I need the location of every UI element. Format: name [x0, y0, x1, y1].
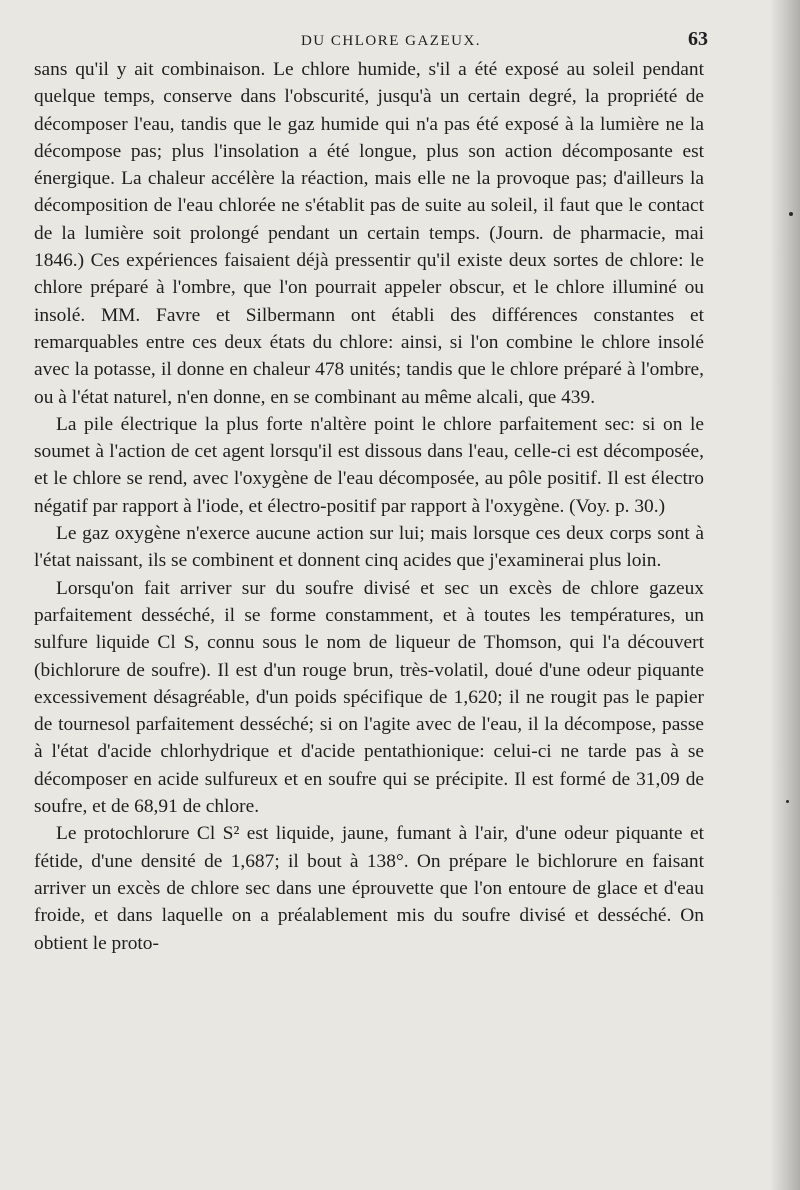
page-edge-shadow	[770, 0, 800, 1190]
paragraph-2: La pile électrique la plus forte n'altère point le chlore parfaitement sec: si on le soumet à l'action de cet agent lorsqu'il est dissous dans l'eau, celle-ci est décomposée, et le chlore se rend, avec l'oxygène de l'eau décomposée, au pôle positif. Il est électro négatif par rapport à l'iode, et électro-positif par rapport à l'oxygène. (Voy. p. 30.)	[34, 413, 704, 517]
page-header	[34, 28, 708, 56]
paragraph-5: Le protochlorure Cl S² est liquide, jaune, fumant à l'air, d'une odeur piquante et fétide, d'une densité de 1,687; il bout à 138°. On prépare le bichlorure en faisant arriver un excès de chlore sec dans une éprouvette que l'on entoure de glace et d'eau froide, et dans laquelle on a préalablement mis du soufre divisé et desséché. On obtient le proto-	[34, 823, 704, 954]
paragraph-4: Lorsqu'on fait arriver sur du soufre divisé et sec un excès de chlore gazeux parfaitement desséché, il se forme constamment, et à toutes les températures, un sulfure liquide Cl S, connu sous le nom de liqueur de Thomson, qui l'a découvert (bichlorure de soufre). Il est d'un rouge brun, très-volatil, doué d'une odeur piquante excessivement désagréable, d'un poids spécifique de 1,620; il ne rougit pas le papier de tournesol parfaitement desséché; si on l'agite avec de l'eau, il la décompose, passe à l'état d'acide chlorhydrique et d'acide pentathionique: celui-ci ne tarde pas à se décomposer en acide sulfureux et en soufre qui se précipite. Il est formé de 31,09 de soufre, et de 68,91 de chlore.	[34, 577, 704, 818]
page-number: 63	[688, 28, 708, 50]
body-text	[34, 56, 704, 957]
paragraph-1: sans qu'il y ait combinaison. Le chlore humide, s'il a été exposé au soleil pendant quelque temps, conserve dans l'obscurité, jusqu'à un certain degré, la propriété de décomposer l'eau, tandis que le gaz humide qui n'a pas été exposé à la lumière ne la décompose pas; plus l'insolation a été longue, plus son action décomposante est énergique. La chaleur accélère la réaction, mais elle ne la provoque pas; d'ailleurs la décomposition de l'eau chlorée ne s'établit pas de suite au soleil, il faut que le contact de la lumière soit prolongé pendant un certain temps. (Journ. de pharmacie, mai 1846.) Ces expériences faisaient déjà pressentir qu'il existe deux sortes de chlore: le chlore préparé à l'ombre, que l'on pourrait appeler obscur, et le chlore illuminé ou insolé. MM. Favre et Silbermann ont établi des différences constantes et remarquables entre ces deux états du chlore: ainsi, si l'on combine le chlore insolé avec la potasse, il donne en chaleur 478 unités; tandis que le chlore préparé à l'ombre, ou à l'état naturel, n'en donne, en se combinant au même alcali, que 439.	[34, 59, 704, 408]
paragraph-3: Le gaz oxygène n'exerce aucune action sur lui; mais lorsque ces deux corps sont à l'état naissant, ils se combinent et donnent cinq acides que j'examinerai plus loin.	[34, 523, 704, 572]
running-title: DU CHLORE GAZEUX.	[300, 33, 482, 49]
